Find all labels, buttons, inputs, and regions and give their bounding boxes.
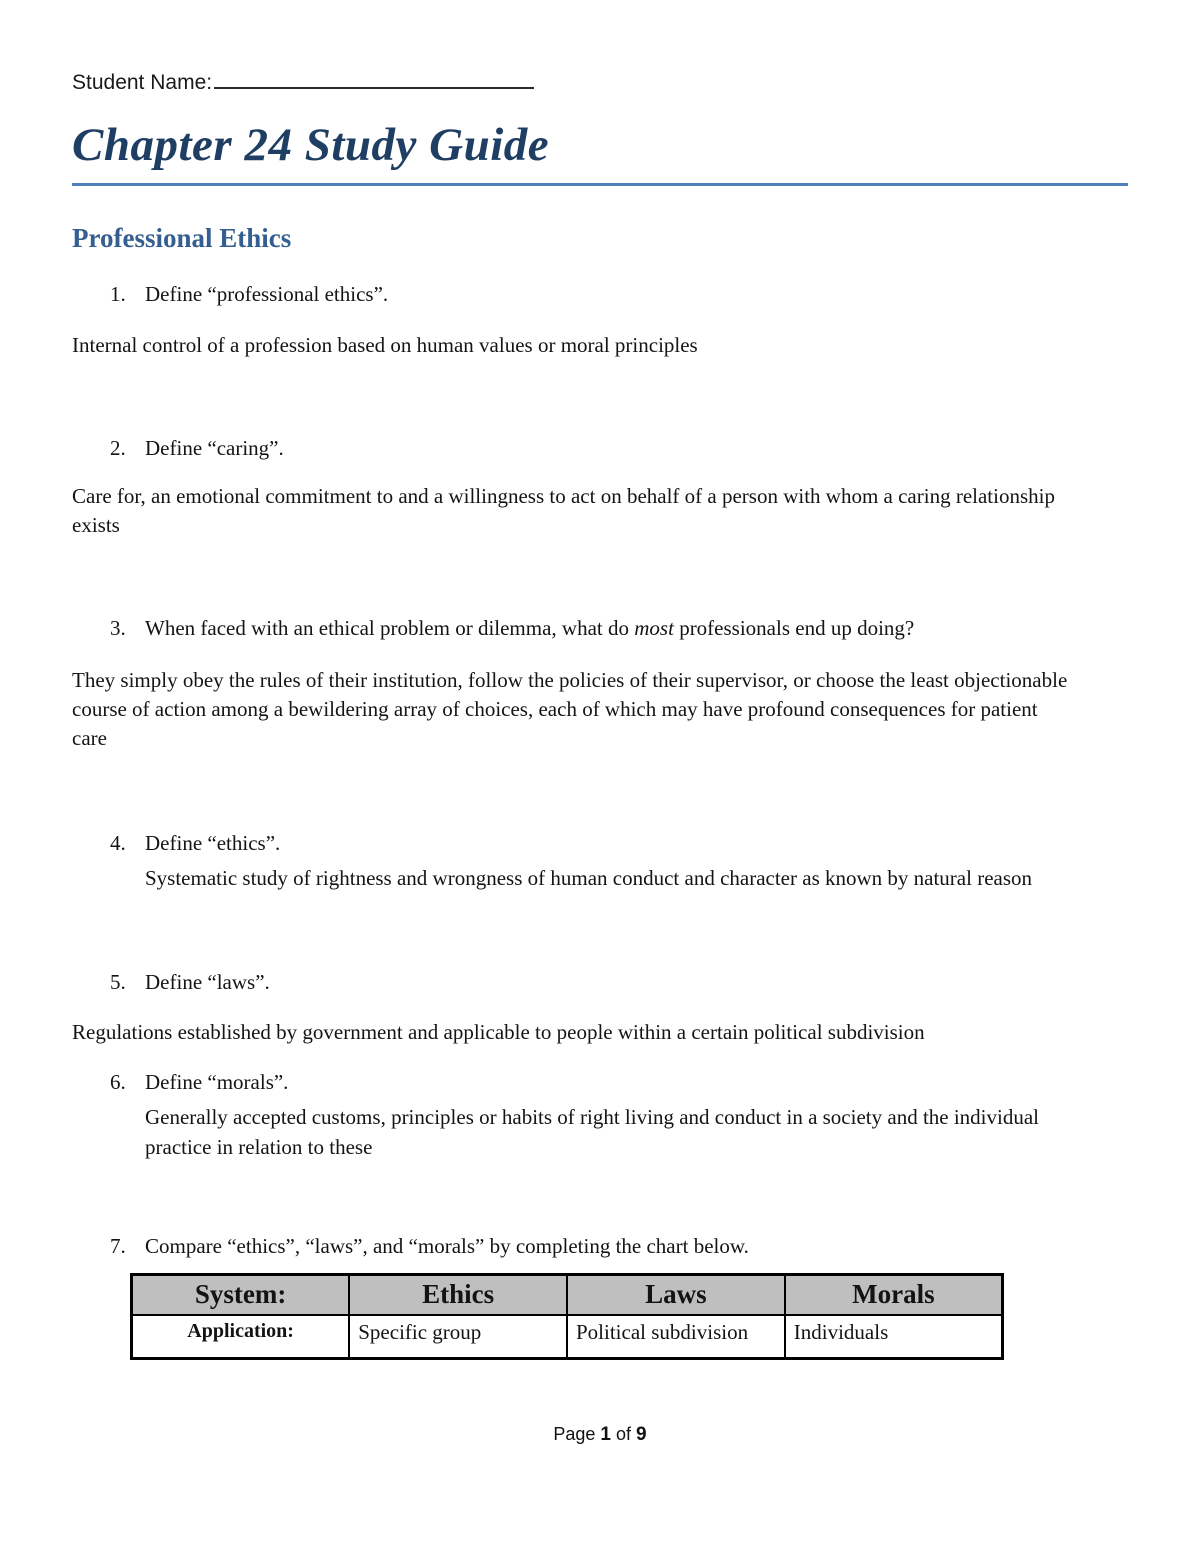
question-text	[145, 615, 1085, 642]
table-cell-laws-application: Political subdivision	[567, 1315, 785, 1359]
question-number: 1.	[110, 282, 126, 307]
question-3	[72, 615, 1128, 642]
question-number: 7.	[110, 1234, 126, 1259]
answer-1: Internal control of a profession based on human values or moral principles	[72, 333, 698, 358]
section-heading: Professional Ethics	[72, 222, 292, 253]
comparison-table	[130, 1273, 1004, 1360]
student-name-line	[72, 70, 1128, 96]
student-name-blank-line	[214, 71, 534, 89]
footer-page-label: Page	[553, 1424, 596, 1444]
question-text-run: When faced with an ethical problem or dilemma, what do	[145, 616, 635, 641]
table-header-row	[132, 1275, 1003, 1315]
question-text: Compare “ethics”, “laws”, and “morals” by completing the chart below.	[145, 1234, 749, 1259]
question-4	[72, 830, 1128, 893]
footer-total-pages: 9	[636, 1424, 647, 1445]
footer-of-label: of	[616, 1424, 632, 1444]
question-number: 6.	[110, 1070, 126, 1095]
question-text	[145, 830, 1085, 893]
table-header-cell-laws: Laws	[567, 1275, 785, 1315]
question-number: 2.	[110, 436, 126, 461]
table-row	[132, 1315, 1003, 1359]
answer-4: Systematic study of rightness and wrongness of human conduct and character as known by natural reason	[145, 866, 1033, 891]
question-text: Define “caring”.	[145, 436, 284, 461]
answer-3: They simply obey the rules of their institution, follow the policies of their supervisor, or choose the least objectionable course of action among a bewildering array of choices, each of which may have profound consequences for patient care	[72, 668, 1068, 751]
table-cell-morals-application: Individuals	[785, 1315, 1003, 1359]
page-footer	[0, 1424, 1200, 1446]
table-header-cell-system: System:	[132, 1275, 350, 1315]
question-6	[72, 1069, 1128, 1162]
question-2	[72, 435, 1128, 462]
answer-2: Care for, an emotional commitment to and a willingness to act on behalf of a person with whom a caring relationship exists	[72, 484, 1055, 538]
question-number: 5.	[110, 970, 126, 995]
question-text-run: Define “ethics”.	[145, 831, 281, 856]
question-number: 3.	[110, 616, 126, 641]
table-header-cell-morals: Morals	[785, 1275, 1003, 1315]
page-title: Chapter 24 Study Guide	[72, 116, 1128, 186]
answer-6: Generally accepted customs, principles or habits of right living and conduct in a society and the individual practice in relation to these	[145, 1105, 1040, 1160]
question-5	[72, 969, 1128, 996]
question-text-run: Define “morals”.	[145, 1070, 289, 1095]
footer-page-number: 1	[600, 1424, 611, 1445]
student-name-label: Student Name:	[72, 71, 213, 94]
question-text-italic-run: most	[634, 616, 674, 641]
question-number: 4.	[110, 831, 126, 856]
question-text: Define “professional ethics”.	[145, 282, 389, 307]
question-1	[72, 281, 1128, 308]
question-text	[145, 1069, 1085, 1162]
question-text-run: professionals end up doing?	[673, 616, 915, 641]
question-7	[72, 1233, 1128, 1260]
table-cell-ethics-application: Specific group	[349, 1315, 567, 1359]
table-cell-application-label: Application:	[132, 1315, 350, 1359]
question-text: Define “laws”.	[145, 970, 270, 995]
table-header-cell-ethics: Ethics	[349, 1275, 567, 1315]
answer-5: Regulations established by government and applicable to people within a certain political subdivision	[72, 1020, 925, 1045]
